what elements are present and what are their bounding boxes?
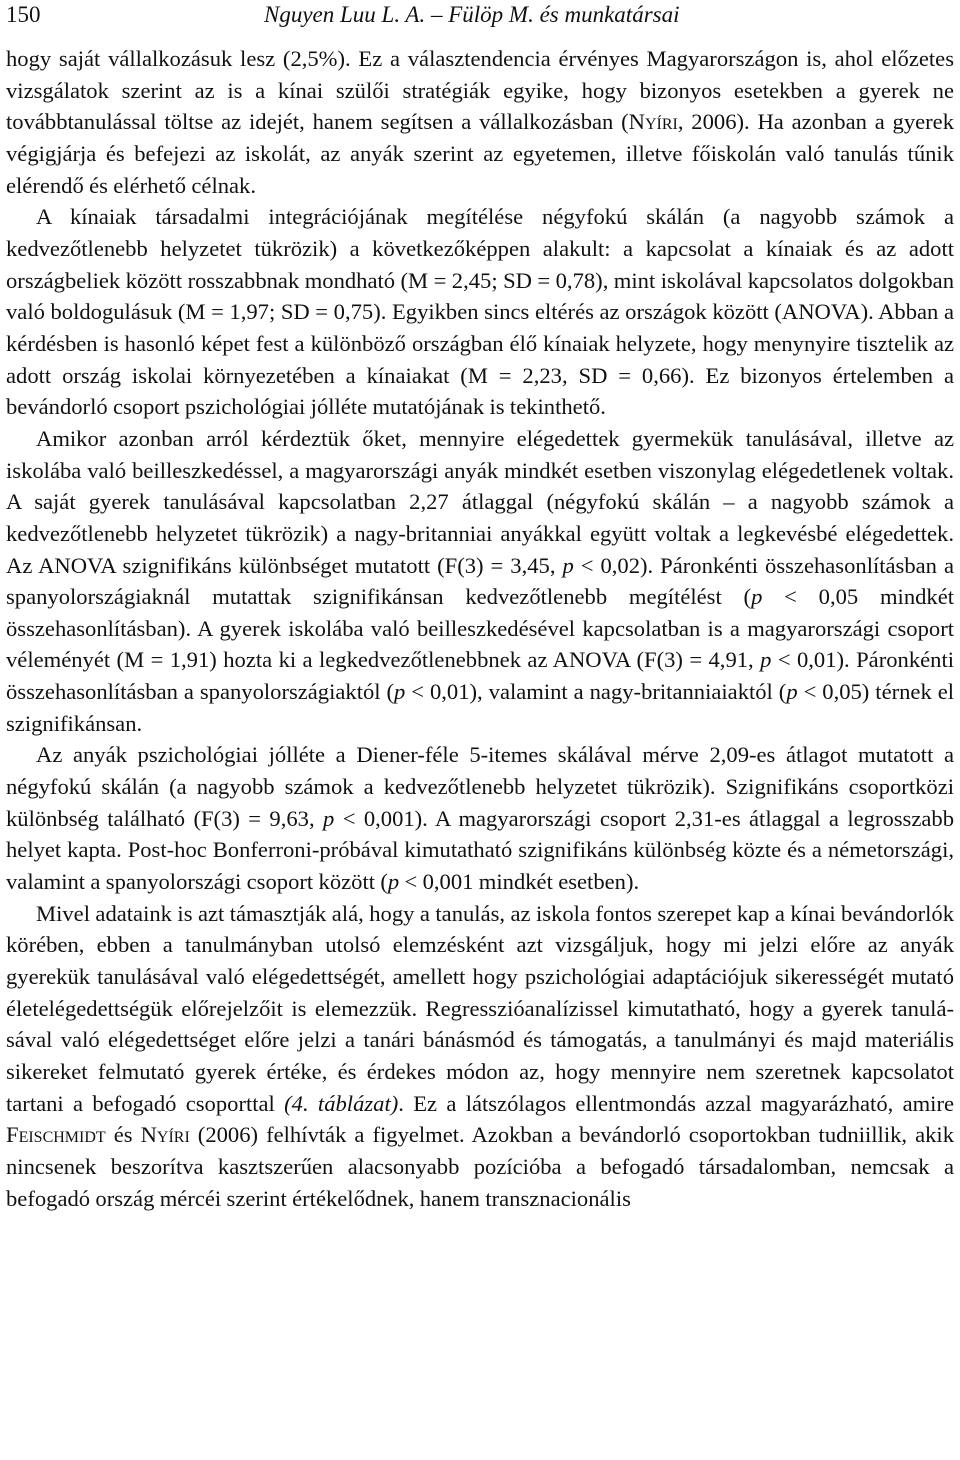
paragraph [6, 739, 954, 897]
author-name: Feischmidt [6, 1122, 106, 1148]
italic-text: p [760, 647, 772, 673]
text-run: Az anyák pszichológiai jólléte a Diener-féle 5-itemes skálával mérve 2,09-es átlagot mutatott a négyfokú skálán (a nagyobb számok a kedvezőtlenebb helyzetet tükrözik). Szignifikáns csoportközi különbség található (F(3) = 9,63, [6, 742, 954, 831]
italic-text: p [394, 679, 406, 705]
body-text [6, 43, 954, 1214]
text-run: és [105, 1122, 141, 1148]
text-run: hogy saját vállalkozásuk lesz (2,5%). Ez a választendencia érvényes Magyarországon is, ahol előzetes vizsgálatok szerint az is a kínai szülői stratégiák egyike, hogy bizonyos esetekben a gyerek ne továbbtanulással töltse az idejét, hanem segítsen a vállalkozásban ( [6, 46, 954, 135]
italic-text: p [562, 552, 574, 578]
italic-text: p [751, 584, 763, 610]
text-run: Mivel adataink is azt támasztják alá, hogy a tanulás, az iskola fontos szerepet kap a kínai bevándorlók körében, ebben a tanulmányban utolsó elemzésként azt vizsgáljuk, hogy mi jelzi előre az anyák gyerekük tanulásával való elégedettségét, amellett hogy pszichológiai adaptációjuk sikerességét mutató életelégedettségük előrejelzőit is elemezzük. Regresszióanalízissel kimutatható, hogy a gyerek tanulásával való elégedettséget előre jelzi a tanári bánásmód és támogatás, a tanulmányi és majd materiális sikereket felmutató gyerek értéke, és érdekes módon az, hogy mennyire nem szeretnek kapcsolatot tartani a befogadó csoporttal [6, 900, 954, 1116]
paragraph [6, 43, 954, 201]
italic-text: p [786, 679, 798, 705]
text-run: < 0,001). A magyarországi csoport 2,31-es átlaggal a legrosszabb helyet kapta. Post-hoc Bonferroni-próbával kimutatható szignifikáns különbség közte és a németországi, valamint a spanyolországi csoport között ( [6, 805, 954, 895]
text-run: < 0,02). Páronkénti összehasonlításban a spanyolországiaknál mutattak szignifikánsan kedvezőtlenebb megítélést ( [6, 552, 954, 610]
paragraph [6, 898, 954, 1215]
text-run: . Ez a látszólagos ellentmondás azzal magyarázható, amire [398, 1090, 955, 1116]
text-run: Amikor azonban arról kérdeztük őket, mennyire elégedettek gyermekük tanulásával, illetve az iskolába való beilleszkedéssel, a magyarországi anyák mindkét esetben viszonylag elégedetlenek voltak. A saját gyerek tanulásával kapcsolatban 2,27 átlaggal (négyfokú skálán – a nagyobb számok a kedvezőtlenebb helyzetet tükrözik) a nagy-britanniai anyákkal együtt voltak a legkevésbé elégedettek. Az ANOVA szignifikáns különbséget mutatott (F(3) = 3,45, [6, 425, 954, 578]
text-run: (2006) felhívták a figyelmet. Azokban a bevándorló csoportokban tudniillik, akik nincsenek beszorítva kasztszerűen alacsonyabb pozícióba a befogadó társadalomban, nemcsak a befogadó ország mércéi szerint értékelődnek, hanem transznacionális [6, 1122, 954, 1211]
paragraph [6, 423, 954, 740]
running-head: Nguyen Luu L. A. – Fülöp M. és munkatársai [264, 2, 680, 27]
text-run: A kínaiak társadalmi integrációjának megítélése négyfokú skálán (a nagyobb számok a kedvezőtlenebb helyzetet tükrözik) a következőképpen alakult: a kapcsolat a kínaiak és az adott országbeliek között rosszabbnak mondható (M = 2,45; SD = 0,78), mint iskolával kapcsolatos dolgokban való boldogulásuk (M = 1,97; SD = 0,75). Egyikben sincs eltérés az országok között (ANOVA). Abban a kérdésben is hasonló képet fest a különböző országban élő kínaiak helyzete, hogy menynyire tisztelik az adott ország iskolai környezetében a kínaiakat (M = 2,23, SD = 0,66). Ez bizonyos értelemben a bevándorló csoport pszichológiai jólléte mutatójának is tekinthető. [6, 204, 954, 420]
text-run: , 2006). Ha azonban a gyerek végigjárja és befejezi az iskolát, az anyák szerint az egyetemen, illetve főiskolán való tanulás tűnik elérendő és elérhető célnak. [6, 109, 954, 198]
italic-text: p [323, 805, 335, 831]
text-run: < 0,05) térnek el szignifikánsan. [6, 679, 954, 736]
author-name: Nyíri [140, 1122, 190, 1148]
text-run: < 0,01). Páronkénti összehasonlításban a spanyolországiaktól ( [6, 647, 955, 705]
page-header [6, 0, 954, 30]
paragraph [6, 201, 954, 423]
text-run: < 0,01), valamint a nagy-britanniaiaktól ( [405, 679, 787, 705]
text-run: < 0,05 mindkét összehasonlításban). A gyerek iskolába való beilleszkedésével kapcsolatban is a magyarországi csoport véleményét (M = 1,91) hozta ki a legkedvezőtlenebbnek az ANOVA (F(3) = 4,91, [6, 584, 955, 673]
italic-text: (4. táblázat) [284, 1090, 399, 1116]
text-run: < 0,001 mindkét esetben). [399, 869, 640, 895]
italic-text: p [387, 869, 400, 895]
author-name: Nyíri [628, 109, 678, 135]
page-number: 150 [6, 2, 41, 27]
